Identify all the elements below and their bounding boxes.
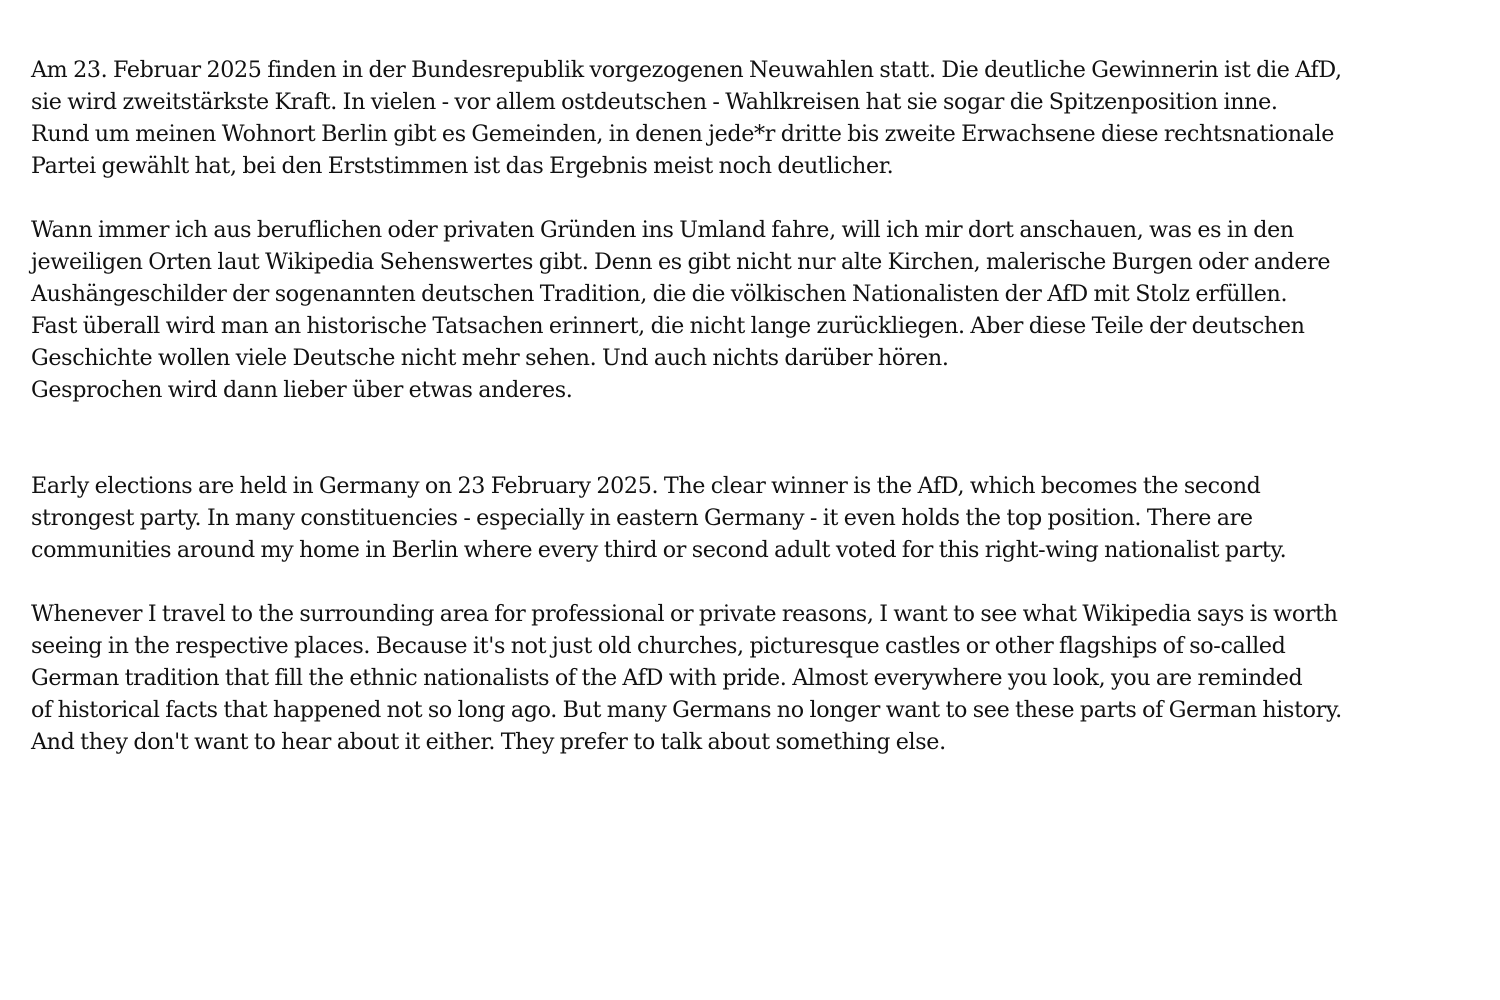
english-paragraph-1-line-3: communities around my home in Berlin where every third or second adult voted for this right-wing nationalist party. — [31, 537, 1287, 563]
english-paragraph-1-line-1: Early elections are held in Germany on 23 February 2025. The clear winner is the AfD, which becomes the second — [31, 473, 1261, 499]
section-spacer — [31, 406, 1491, 470]
english-paragraph-2-line-5: And they don't want to hear about it either. They prefer to talk about something else. — [31, 729, 946, 755]
english-paragraph-2-line-2: seeing in the respective places. Because it's not just old churches, picturesque castles or other flagships of so-called — [31, 633, 1286, 659]
german-paragraph-1-line-3: Rund um meinen Wohnort Berlin gibt es Gemeinden, in denen jede*r dritte bis zweite Erwachsene diese rechtsnationale — [31, 121, 1335, 147]
german-paragraph-2 — [31, 214, 1491, 406]
english-text-block — [31, 470, 1491, 758]
german-paragraph-2-line-3: Aushängeschilder der sogenannten deutschen Tradition, die die völkischen Nationalisten der AfD mit Stolz erfüllen. — [31, 281, 1288, 307]
english-paragraph-2-line-1: Whenever I travel to the surrounding area for professional or private reasons, I want to see what Wikipedia says is worth — [31, 601, 1338, 627]
german-paragraph-2-line-1: Wann immer ich aus beruflichen oder privaten Gründen ins Umland fahre, will ich mir dort anschauen, was es in den — [31, 217, 1294, 243]
german-paragraph-2-line-6: Gesprochen wird dann lieber über etwas anderes. — [31, 377, 573, 403]
german-paragraph-2-line-4: Fast überall wird man an historische Tatsachen erinnert, die nicht lange zurückliegen. Aber diese Teile der deutschen — [31, 313, 1305, 339]
german-paragraph-1 — [31, 54, 1491, 182]
german-paragraph-1-line-4: Partei gewählt hat, bei den Erststimmen ist das Ergebnis meist noch deutlicher. — [31, 153, 894, 179]
english-paragraph-2-line-3: German tradition that fill the ethnic nationalists of the AfD with pride. Almost everywhere you look, you are reminded — [31, 665, 1303, 691]
german-paragraph-1-line-1: Am 23. Februar 2025 finden in der Bundesrepublik vorgezogenen Neuwahlen statt. Die deutliche Gewinnerin ist die AfD, — [31, 57, 1342, 83]
german-paragraph-1-line-2: sie wird zweitstärkste Kraft. In vielen - vor allem ostdeutschen - Wahlkreisen hat sie sogar die Spitzenposition inne. — [31, 89, 1278, 115]
english-paragraph-1-line-2: strongest party. In many constituencies - especially in eastern Germany - it even holds the top position. There are — [31, 505, 1253, 531]
german-text-block — [31, 54, 1491, 406]
english-paragraph-1 — [31, 470, 1491, 566]
german-paragraph-2-line-5: Geschichte wollen viele Deutsche nicht mehr sehen. Und auch nichts darüber hören. — [31, 345, 949, 371]
document-page — [31, 54, 1491, 758]
english-paragraph-2-line-4: of historical facts that happened not so long ago. But many Germans no longer want to see these parts of German history. — [31, 697, 1342, 723]
german-paragraph-2-line-2: jeweiligen Orten laut Wikipedia Sehenswertes gibt. Denn es gibt nicht nur alte Kirchen, malerische Burgen oder andere — [31, 249, 1331, 275]
english-paragraph-2 — [31, 598, 1491, 758]
